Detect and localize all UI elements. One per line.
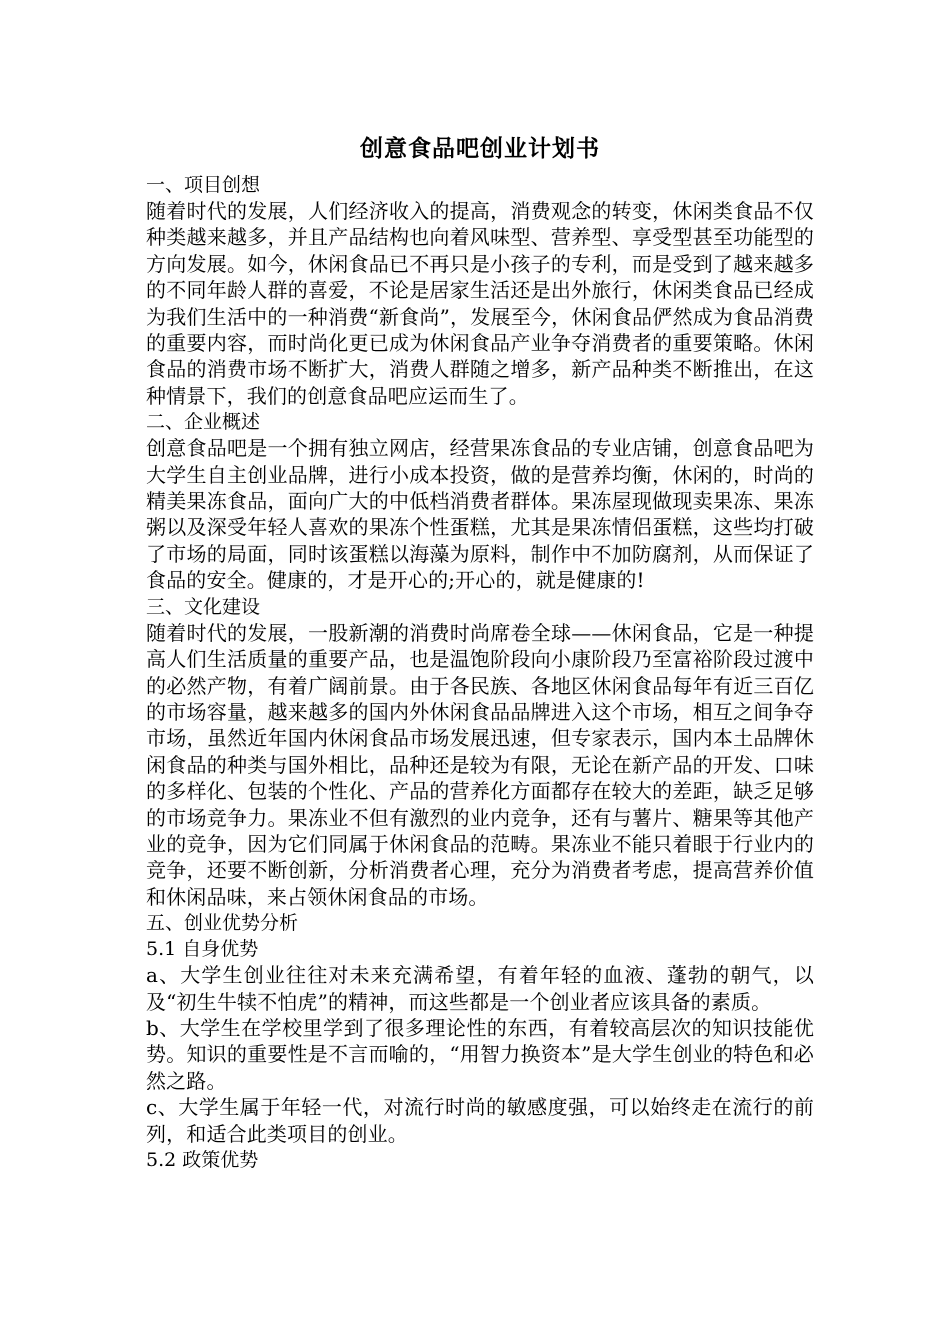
body-paragraph: 随着时代的发展，一股新潮的消费时尚席卷全球——休闲食品，它是一种提高人们生活质量的重要产品，也是温饱阶段向小康阶段乃至富裕阶段过渡中的必然产物，有着广阔前景。由于各民族、各地区休闲食品每年有近三百亿的市场容量，越来越多的国内外休闲食品品牌进入这个市场，相互之间争夺市场，虽然近年国内休闲食品市场发展迅速，但专家表示，国内本土品牌休闲食品的种类与国外相比，品种还是较为有限，无论在新产品的开发、口味的多样化、包装的个性化、产品的营养化方面都存在较大的差距，缺乏足够的市场竞争力。果冻业不但有激烈的业内竞争，还有与薯片、糖果等其他产业的竞争，因为它们同属于休闲食品的范畴。果冻业不能只着眼于行业内的竞争，还要不断创新，分析消费者心理，充分为消费者考虑，提高营养价值和休闲品味，来占领休闲食品的市场。 [146,620,814,909]
body-paragraph: 创意食品吧是一个拥有独立网店，经营果冻食品的专业店铺，创意食品吧为大学生自主创业品牌，进行小成本投资，做的是营养均衡，休闲的，时尚的精美果冻食品，面向广大的中低档消费者群体。果冻屋现做现卖果冻、果冻粥以及深受年轻人喜欢的果冻个性蛋糕，尤其是果冻情侣蛋糕，这些均打破了市场的局面，同时该蛋糕以海藻为原料，制作中不加防腐剂，从而保证了食品的安全。健康的，才是开心的;开心的，就是健康的! [146,436,814,593]
list-paragraph-c: c、大学生属于年轻一代，对流行时尚的敏感度强，可以始终走在流行的前列，和适合此类项目的创业。 [146,1095,814,1146]
section-company-overview [146,409,814,593]
section-heading: 二、企业概述 [146,411,261,434]
section-self-advantage [146,936,814,1147]
subsection-heading: 5.2 政策优势 [146,1149,259,1171]
subsection-heading: 5.1 自身优势 [146,938,259,961]
body-paragraph: 随着时代的发展，人们经济收入的提高，消费观念的转变，休闲类食品不仅种类越来越多，并且产品结构也向着风味型、营养型、享受型甚至功能型的方向发展。如今，休闲食品已不再只是小孩子的专利，而是受到了越来越多的不同年龄人群的喜爱，不论是居家生活还是出外旅行，休闲类食品已经成为我们生活中的一种消费“新食尚”，发展至今，休闲食品俨然成为食品消费的重要内容，而时尚化更已成为休闲食品产业争夺消费者的重要策略。休闲食品的消费市场不断扩大，消费人群随之增多，新产品种类不断推出，在这种情景下，我们的创意食品吧应运而生了。 [146,199,814,408]
section-heading: 五、创业优势分析 [146,912,299,935]
section-heading: 一、项目创想 [146,174,261,196]
section-advantage-analysis [146,910,814,936]
section-heading: 三、文化建设 [146,595,261,618]
section-project-idea [146,172,814,409]
list-paragraph-b: b、大学生在学校里学到了很多理论性的东西，有着较高层次的知识技能优势。知识的重要性是不言而喻的，“用智力换资本”是大学生创业的特色和必然之路。 [146,1015,814,1093]
document-page [146,132,814,1173]
document-title: 创意食品吧创业计划书 [360,136,600,162]
section-policy-advantage [146,1147,814,1173]
list-paragraph-a: a、大学生创业往往对未来充满希望，有着年轻的血液、蓬勃的朝气，以及“初生牛犊不怕虎”的精神，而这些都是一个创业者应该具备的素质。 [146,963,814,1014]
section-culture [146,594,814,910]
